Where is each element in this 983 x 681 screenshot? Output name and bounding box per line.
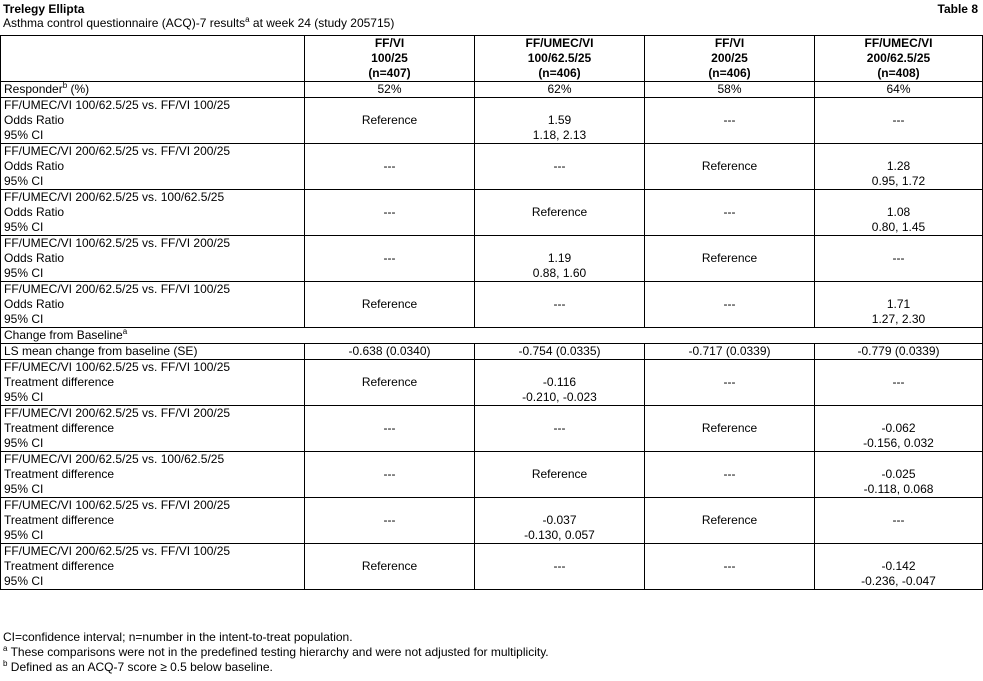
drug-name: Trelegy Ellipta — [3, 2, 85, 16]
estimate-value: --- — [383, 513, 396, 527]
comparison-value — [475, 282, 645, 328]
ci-value: -0.130, 0.057 — [524, 528, 595, 542]
responder-value: 62% — [475, 82, 645, 98]
estimate-value: --- — [892, 375, 905, 389]
column-header — [475, 36, 645, 82]
comparison-label-line: FF/UMEC/VI 200/62.5/25 vs. 100/62.5/25 — [4, 452, 225, 466]
estimate-value: 1.28 — [886, 159, 911, 173]
footnote-b — [3, 660, 549, 675]
comparison-row — [1, 544, 983, 590]
column-header-line: 200/62.5/25 — [866, 51, 931, 65]
estimate-value: --- — [723, 559, 736, 573]
comparison-label-line: FF/UMEC/VI 100/62.5/25 vs. FF/VI 100/25 — [4, 98, 231, 112]
footnotes — [3, 630, 549, 675]
estimate-value: -0.037 — [542, 513, 577, 527]
comparison-row — [1, 406, 983, 452]
estimate-value: Reference — [361, 375, 418, 389]
comparison-label-line: 95% CI — [4, 128, 44, 142]
comparison-label-line: Odds Ratio — [4, 205, 65, 219]
comparison-value — [645, 498, 815, 544]
comparison-value — [475, 98, 645, 144]
comparison-label-line: Treatment difference — [4, 375, 115, 389]
column-header-row — [1, 36, 983, 82]
estimate-value: Reference — [531, 205, 588, 219]
comparison-value — [645, 144, 815, 190]
row-label-footnote-mark: b — [62, 81, 68, 90]
caption-footnote-mark: a — [245, 15, 250, 24]
comparison-value — [645, 282, 815, 328]
table-number: Table 8 — [937, 2, 978, 16]
comparison-label — [1, 98, 305, 144]
comparison-value — [815, 98, 983, 144]
footnote-a-text: These comparisons were not in the predefined testing hierarchy and were not adjusted for multiplicity. — [7, 645, 549, 659]
comparison-value — [815, 544, 983, 590]
column-header-line: 200/25 — [711, 51, 748, 65]
estimate-value: --- — [553, 421, 566, 435]
ci-value: 0.88, 1.60 — [532, 266, 587, 280]
estimate-value: Reference — [701, 159, 758, 173]
comparison-label-line: FF/UMEC/VI 100/62.5/25 vs. FF/VI 200/25 — [4, 498, 231, 512]
row-label — [1, 82, 305, 98]
comparison-label-line: Treatment difference — [4, 559, 115, 573]
comparison-label — [1, 452, 305, 498]
comparison-label — [1, 406, 305, 452]
comparison-label — [1, 190, 305, 236]
comparison-value — [305, 406, 475, 452]
comparison-label-line: FF/UMEC/VI 200/62.5/25 vs. 100/62.5/25 — [4, 190, 225, 204]
comparison-value — [305, 452, 475, 498]
estimate-value: --- — [383, 467, 396, 481]
estimate-value: Reference — [701, 421, 758, 435]
comparison-value — [475, 190, 645, 236]
estimate-value: --- — [892, 513, 905, 527]
comparison-value — [305, 282, 475, 328]
column-header-line: (n=406) — [708, 66, 751, 80]
ci-value: 1.18, 2.13 — [532, 128, 587, 142]
estimate-value: --- — [892, 113, 905, 127]
comparison-value — [305, 144, 475, 190]
caption-text: Asthma control questionnaire (ACQ)-7 results — [3, 16, 246, 30]
estimate-value: --- — [553, 159, 566, 173]
estimate-value: Reference — [361, 297, 418, 311]
comparison-value — [305, 360, 475, 406]
comparison-label-line: 95% CI — [4, 436, 44, 450]
ci-value: 0.95, 1.72 — [871, 174, 926, 188]
comparison-value — [475, 236, 645, 282]
column-header-line: (n=408) — [877, 66, 920, 80]
comparison-label-line: FF/UMEC/VI 100/62.5/25 vs. FF/VI 100/25 — [4, 360, 231, 374]
ci-value: 1.27, 2.30 — [871, 312, 926, 326]
column-header-line: 100/62.5/25 — [527, 51, 592, 65]
comparison-value — [475, 144, 645, 190]
footnote-a-mark: a — [3, 644, 8, 653]
comparison-value — [645, 360, 815, 406]
comparison-value — [475, 406, 645, 452]
comparison-value — [475, 544, 645, 590]
comparison-value — [815, 406, 983, 452]
comparison-label-line: 95% CI — [4, 174, 44, 188]
comparison-label-line: FF/UMEC/VI 200/62.5/25 vs. FF/VI 200/25 — [4, 144, 231, 158]
comparison-value — [645, 98, 815, 144]
comparison-value — [815, 144, 983, 190]
estimate-value: --- — [723, 113, 736, 127]
caption-text-end: at week 24 (study 205715) — [249, 16, 395, 30]
comparison-value — [645, 236, 815, 282]
responder-row — [1, 82, 983, 98]
comparison-value — [815, 190, 983, 236]
table-caption — [3, 16, 980, 30]
comparison-label-line: Odds Ratio — [4, 159, 65, 173]
table-header — [3, 2, 980, 30]
comparison-label — [1, 544, 305, 590]
ls-mean-value: -0.638 (0.0340) — [305, 344, 475, 360]
comparison-label-line: 95% CI — [4, 482, 44, 496]
estimate-value: --- — [383, 251, 396, 265]
comparison-label-line: FF/UMEC/VI 200/62.5/25 vs. FF/VI 200/25 — [4, 406, 231, 420]
estimate-value: Reference — [701, 513, 758, 527]
comparison-label-line: 95% CI — [4, 390, 44, 404]
ls-mean-value: -0.779 (0.0339) — [815, 344, 983, 360]
comparison-row — [1, 452, 983, 498]
comparison-value — [815, 282, 983, 328]
estimate-value: --- — [383, 421, 396, 435]
responder-value: 58% — [645, 82, 815, 98]
comparison-value — [305, 498, 475, 544]
ls-mean-value: -0.754 (0.0335) — [475, 344, 645, 360]
results-table — [0, 35, 983, 590]
estimate-value: --- — [553, 559, 566, 573]
comparison-label — [1, 360, 305, 406]
column-header-line: FF/UMEC/VI — [525, 36, 594, 50]
estimate-value: 1.59 — [547, 113, 572, 127]
column-header-line: 100/25 — [371, 51, 408, 65]
comparison-label-line: Treatment difference — [4, 513, 115, 527]
footnote-abbrev: CI=confidence interval; n=number in the intent-to-treat population. — [3, 630, 353, 644]
comparison-value — [475, 498, 645, 544]
comparison-value — [815, 452, 983, 498]
comparison-label-line: FF/UMEC/VI 200/62.5/25 vs. FF/VI 100/25 — [4, 544, 231, 558]
estimate-value: -0.142 — [881, 559, 916, 573]
comparison-label-line: Treatment difference — [4, 467, 115, 481]
comparison-value — [305, 98, 475, 144]
row-label-text: Responder — [4, 82, 63, 96]
comparison-row — [1, 360, 983, 406]
comparison-value — [815, 498, 983, 544]
comparison-row — [1, 144, 983, 190]
estimate-value: -0.062 — [881, 421, 916, 435]
estimate-value: --- — [383, 159, 396, 173]
comparison-label — [1, 282, 305, 328]
comparison-value — [305, 544, 475, 590]
column-header — [815, 36, 983, 82]
ci-value: -0.236, -0.047 — [861, 574, 936, 588]
row-label: LS mean change from baseline (SE) — [1, 344, 305, 360]
comparison-label — [1, 236, 305, 282]
comparison-label-line: Treatment difference — [4, 421, 115, 435]
comparison-label-line: 95% CI — [4, 528, 44, 542]
estimate-value: --- — [553, 297, 566, 311]
estimate-value: Reference — [361, 113, 418, 127]
estimate-value: --- — [723, 467, 736, 481]
estimate-value: --- — [892, 251, 905, 265]
comparison-label-line: Odds Ratio — [4, 113, 65, 127]
column-header-line: FF/VI — [714, 36, 745, 50]
column-header-line: (n=407) — [368, 66, 411, 80]
comparison-label-line: FF/UMEC/VI 100/62.5/25 vs. FF/VI 200/25 — [4, 236, 231, 250]
column-header-line: FF/UMEC/VI — [864, 36, 933, 50]
comparison-label — [1, 144, 305, 190]
footnote-b-mark: b — [3, 659, 8, 668]
comparison-value — [815, 360, 983, 406]
column-header — [645, 36, 815, 82]
comparison-row — [1, 98, 983, 144]
footnote-a — [3, 645, 549, 660]
ci-value: -0.156, 0.032 — [863, 436, 934, 450]
comparison-value — [645, 406, 815, 452]
ci-value: 0.80, 1.45 — [871, 220, 926, 234]
comparison-label-line: 95% CI — [4, 266, 44, 280]
footnote-b-text: Defined as an ACQ-7 score ≥ 0.5 below baseline. — [7, 660, 273, 674]
estimate-value: --- — [383, 205, 396, 219]
responder-value: 52% — [305, 82, 475, 98]
comparison-value — [645, 452, 815, 498]
comparison-label-line: 95% CI — [4, 220, 44, 234]
estimate-value: --- — [723, 205, 736, 219]
comparison-row — [1, 282, 983, 328]
comparison-label-line: 95% CI — [4, 312, 44, 326]
comparison-label-line: Odds Ratio — [4, 297, 65, 311]
comparison-value — [645, 190, 815, 236]
estimate-value: Reference — [361, 559, 418, 573]
comparison-row — [1, 236, 983, 282]
comparison-label-line: FF/UMEC/VI 200/62.5/25 vs. FF/VI 100/25 — [4, 282, 231, 296]
comparison-value — [475, 360, 645, 406]
section-header — [1, 328, 983, 344]
comparison-value — [815, 236, 983, 282]
row-label-suffix: (%) — [67, 82, 90, 96]
comparison-row — [1, 190, 983, 236]
estimate-value: 1.08 — [886, 205, 911, 219]
estimate-value: Reference — [531, 467, 588, 481]
ci-value: -0.210, -0.023 — [522, 390, 597, 404]
comparison-value — [305, 190, 475, 236]
estimate-value: 1.19 — [547, 251, 572, 265]
comparison-label — [1, 498, 305, 544]
comparison-value — [645, 544, 815, 590]
comparison-label-line: Odds Ratio — [4, 251, 65, 265]
ci-value: -0.118, 0.068 — [863, 482, 934, 496]
ls-mean-value: -0.717 (0.0339) — [645, 344, 815, 360]
section-header-text: Change from Baseline — [4, 328, 123, 342]
estimate-value: --- — [723, 375, 736, 389]
comparison-row — [1, 498, 983, 544]
responder-value: 64% — [815, 82, 983, 98]
comparison-value — [475, 452, 645, 498]
column-header-line: FF/VI — [374, 36, 405, 50]
estimate-value: -0.025 — [881, 467, 916, 481]
ls-mean-row — [1, 344, 983, 360]
column-header-line: (n=406) — [538, 66, 581, 80]
section-header-footnote-mark: a — [122, 327, 128, 336]
header-blank-cell — [1, 36, 305, 82]
comparison-label-line: 95% CI — [4, 574, 44, 588]
section-header-row — [1, 328, 983, 344]
estimate-value: -0.116 — [542, 375, 577, 389]
comparison-value — [305, 236, 475, 282]
estimate-value: Reference — [701, 251, 758, 265]
column-header — [305, 36, 475, 82]
estimate-value: 1.71 — [886, 297, 911, 311]
estimate-value: --- — [723, 297, 736, 311]
